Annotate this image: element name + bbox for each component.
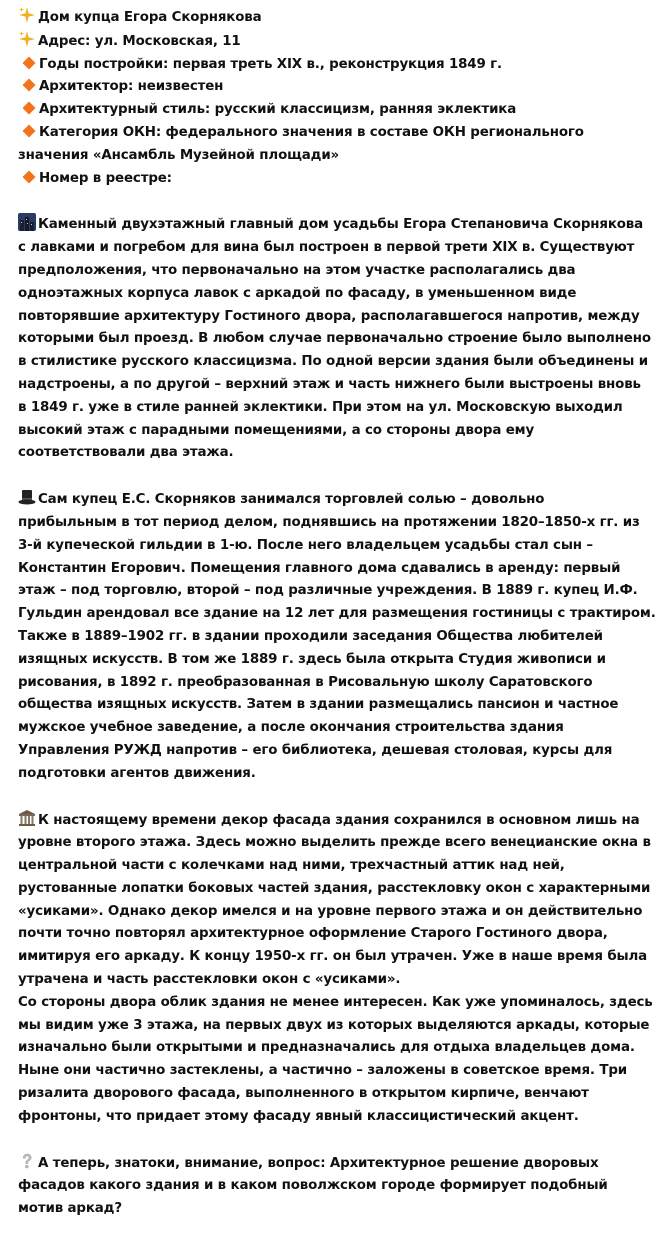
top-hat-icon — [18, 488, 36, 506]
paragraph-line: Сам купец Е.С. Скорняков занимался торговлей солью – довольно — [38, 492, 545, 508]
para2-line — [18, 488, 642, 512]
post-title: Дом купца Егора Скорнякова — [38, 10, 262, 25]
registry-text: Номер в реестре: — [39, 170, 172, 186]
paragraph-line: мы видим уже 3 этажа, на первых двух из которых выделяются аркады, которые — [18, 1017, 650, 1033]
paragraph-line: мужское учебное заведение, а после окончания строительства здания — [18, 720, 564, 736]
paragraph-line: прибыльным в тот период делом, поднявшись на протяжении 1820–1850-х гг. из — [18, 514, 640, 530]
paragraph-line: ризалита дворового фасада, выполненного в открытом кирпиче, венчают — [18, 1086, 589, 1102]
paragraph-line: повторявшие архитектуру Гостиного двора, располагавшегося напротив, между — [18, 308, 640, 324]
registry-line — [18, 168, 642, 191]
paragraph-line: этаж – под торговлю, второй – под различные учреждения. В 1889 г. купец И.Ф. — [18, 583, 638, 599]
paragraph-line: в стилистике русского классицизма. По одной версии здания были объединены и — [18, 354, 648, 370]
paragraph-line: уровне второго этажа. Здесь можно выделить прежде всего венецианские окна в — [18, 835, 651, 851]
paragraph-line: Также в 1889–1902 гг. в здании проходили заседания Общества любителей — [18, 628, 603, 644]
architect-line — [18, 76, 642, 99]
paragraph-line: изначально были открытыми и предназначались для отдыха владельцев дома. — [18, 1040, 635, 1056]
orange-diamond-icon — [21, 55, 37, 71]
night-city-icon — [18, 213, 36, 231]
white-question-mark-icon — [18, 1152, 36, 1170]
category-text: Категория ОКН: федерального значения в составе ОКН регионального — [39, 124, 584, 140]
years-text: Годы постройки: первая треть XIX в., реконструкция 1849 г. — [39, 56, 502, 72]
question-text: А теперь, знатоки, внимание, вопрос: Архитектурное решение дворовых — [38, 1155, 599, 1171]
classical-building-icon — [18, 809, 36, 827]
paragraph-line: рисования, в 1892 г. преобразованная в Рисовальную школу Саратовского — [18, 674, 593, 690]
sparkles-icon — [18, 6, 36, 24]
paragraph-line: соответствовали два этажа. — [18, 445, 234, 461]
orange-diamond-icon — [21, 100, 37, 116]
years-line — [18, 54, 642, 77]
paragraph-line: Гульдин арендовал все здание на 12 лет для размещения гостиницы с трактиром. — [18, 606, 656, 622]
paragraph-line: Каменный двухэтажный главный дом усадьбы Егора Степановича Скорнякова — [38, 217, 644, 233]
paragraph-line: которыми был проезд. В любом случае первоначально строение было выполнено — [18, 331, 651, 347]
paragraph-line: изящных искусств. В том же 1889 г. здесь была открыта Студия живописи и — [18, 651, 606, 667]
orange-diamond-icon — [21, 169, 37, 185]
orange-diamond-icon — [21, 123, 37, 139]
architect-text: Архитектор: неизвестен — [39, 79, 224, 95]
paragraph-line: имитируя его аркаду. К концу 1950-х гг. он был утрачен. Уже в наше время была — [18, 949, 648, 965]
question-line — [18, 1152, 642, 1176]
paragraph-line: высокий этаж с парадными помещениями, а со стороны двора ему — [18, 422, 535, 438]
paragraph-line: Константин Егорович. Помещения главного дома сдавались в аренду: первый — [18, 560, 621, 576]
paragraph-line: Со стороны двора облик здания не менее интересен. Как уже упоминалось, здесь — [18, 994, 653, 1010]
paragraph-line: общества изящных искусств. Затем в здании размещались пансион и частное — [18, 697, 619, 713]
paragraph-line: одноэтажных корпуса лавок с аркадой по фасаду, в уменьшенном виде — [18, 285, 577, 301]
para3-line — [18, 809, 642, 833]
paragraph-line: надстроены, а по другой – верхний этаж и часть нижнего были выстроены вновь — [18, 376, 641, 392]
address-text: Адрес: ул. Московская, 11 — [38, 33, 241, 49]
paragraph-line: в 1849 г. уже в стиле ранней эклектики. При этом на ул. Московскую выходил — [18, 399, 623, 415]
category-line-cont: значения «Ансамбль Музейной площади» — [18, 147, 340, 163]
address-line — [18, 30, 642, 54]
orange-diamond-icon — [21, 77, 37, 93]
paragraph-line: Управления РУЖД напротив – его библиотека, дешевая столовая, курсы для — [18, 742, 613, 758]
paragraph-line: «усиками». Однако декор имелся и на уровне первого этажа и он действительно — [18, 903, 643, 919]
style-text: Архитектурный стиль: русский классицизм, ранняя эклектика — [39, 102, 517, 118]
paragraph-line: почти точно повторял архитектурное оформление Старого Гостиного двора, — [18, 926, 608, 942]
category-line — [18, 122, 642, 145]
paragraph-line: с лавками и погребом для вина был построен в первой трети XIX в. Существуют — [18, 240, 635, 256]
paragraph-line: подготовки агентов движения. — [18, 765, 256, 781]
paragraph-line: центральной части с колечками над ними, трехчастный аттик над ней, — [18, 858, 565, 874]
paragraph-line: К настоящему времени декор фасада здания сохранился в основном лишь на — [38, 812, 640, 828]
paragraph-line: рустованные лопатки боковых частей здания, расстекловку окон с характерными — [18, 880, 651, 896]
question-text: фасадов какого здания и в каком поволжском городе формирует подобный — [18, 1178, 608, 1194]
sparkles-icon — [18, 30, 36, 48]
paragraph-line: Ныне они частично застеклены, а частично – заложены в советское время. Три — [18, 1063, 628, 1079]
question-text: мотив аркад? — [18, 1201, 122, 1217]
para1-line — [18, 213, 642, 237]
paragraph-line: предположения, что первоначально на этом участке располагались два — [18, 262, 576, 278]
style-line — [18, 99, 642, 122]
paragraph-line: 3-й купеческой гильдии в 1-ю. После него владельцем усадьбы стал сын – — [18, 537, 593, 553]
paragraph-line: утрачена и часть расстекловки окон с «усиками». — [18, 972, 401, 988]
paragraph-line: фронтоны, что придает этому фасаду явный классицистический акцент. — [18, 1108, 579, 1124]
post-title-line — [18, 6, 642, 30]
